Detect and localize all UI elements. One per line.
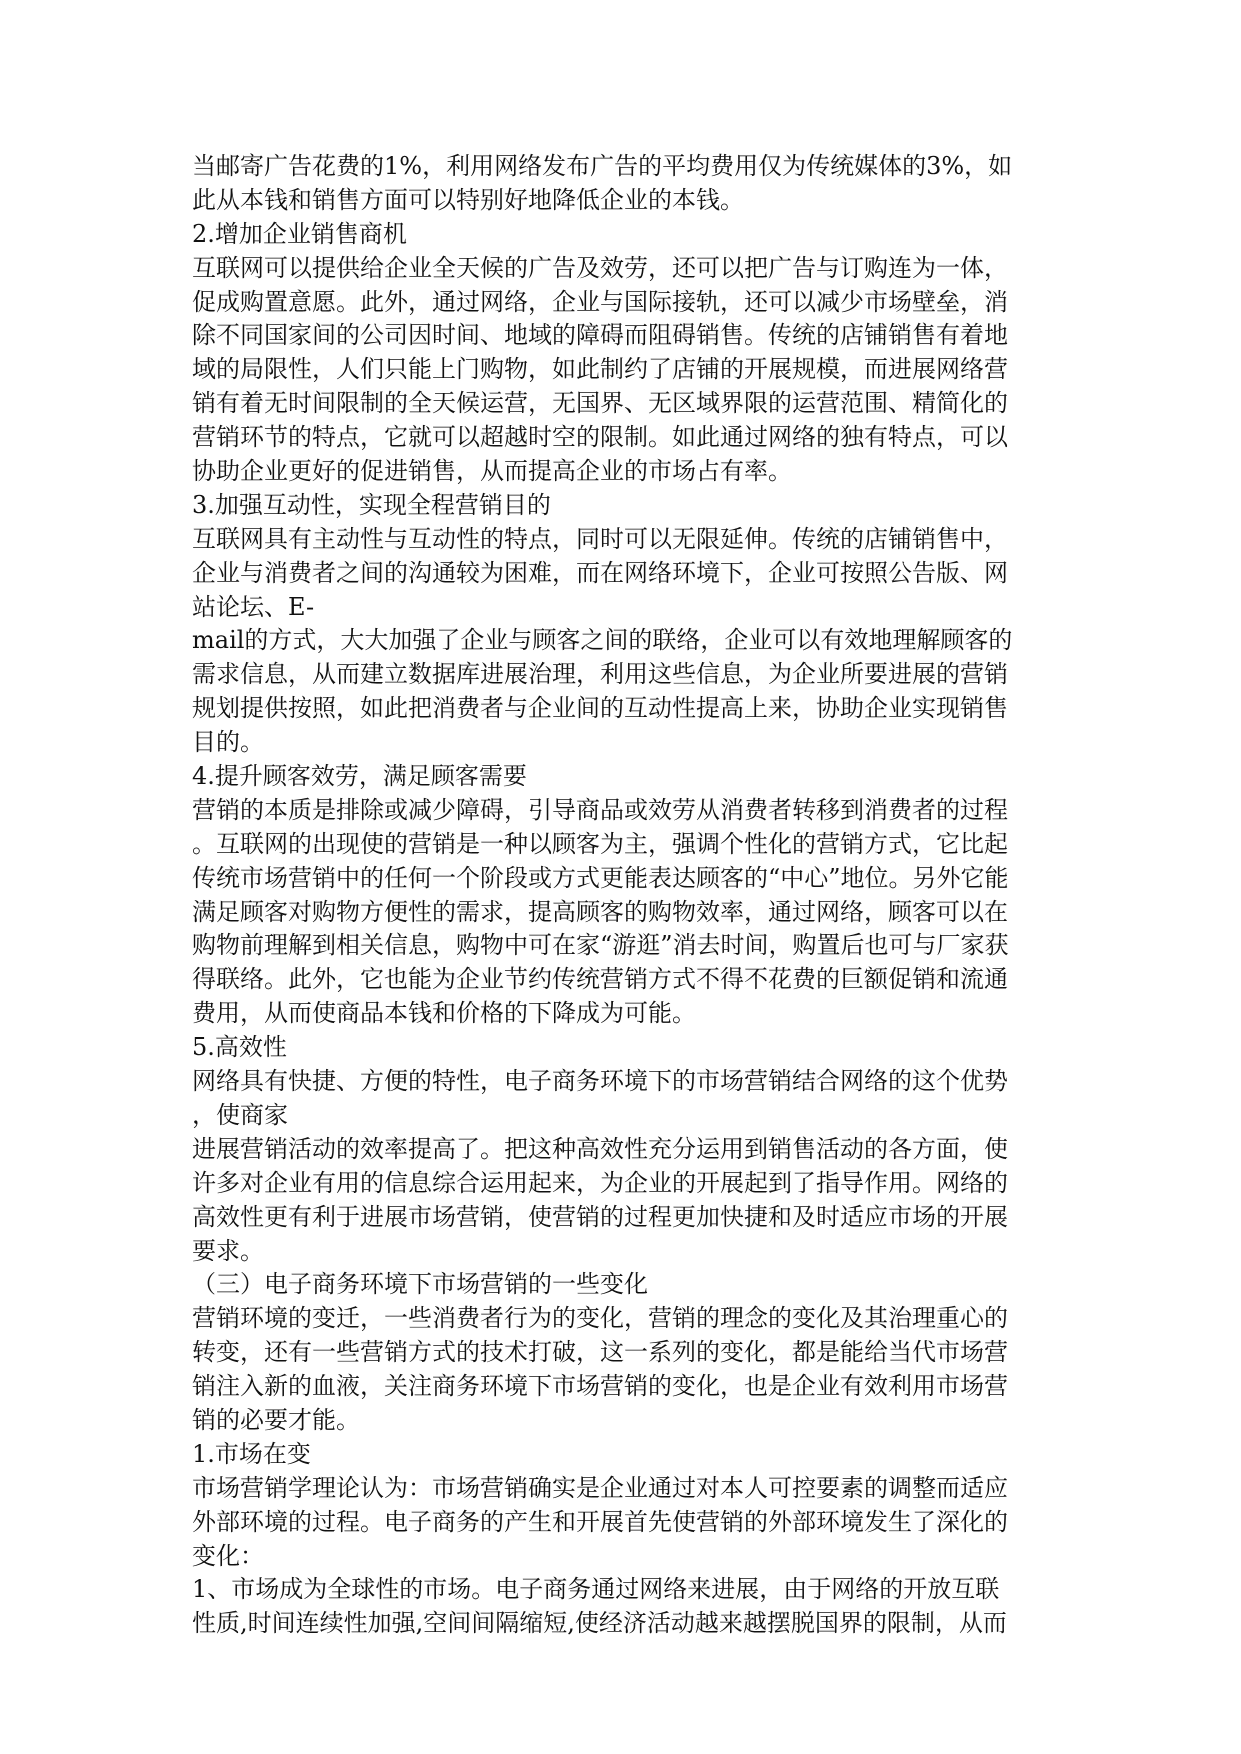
- section-heading: 2.增加企业销售商机: [192, 219, 407, 248]
- text-line: 此从本钱和销售方面可以特别好地降低企业的本钱。: [192, 185, 744, 214]
- text-line: 营销环节的特点，它就可以超越时空的限制。如此通过网络的独有特点，可以: [192, 423, 1008, 452]
- text-line: 变化：: [192, 1541, 264, 1570]
- text-line: 销的必要才能。: [192, 1405, 360, 1434]
- text-line: 许多对企业有用的信息综合运用起来，为企业的开展起到了指导作用。网络的: [192, 1168, 1008, 1197]
- text-line: 互联网具有主动性与互动性的特点，同时可以无限延伸。传统的店铺销售中，: [192, 524, 1008, 553]
- text-line: 营销环境的变迁，一些消费者行为的变化，营销的理念的变化及其治理重心的: [192, 1304, 1008, 1333]
- text-line: 1、市场成为全球性的市场。电子商务通过网络来进展，由于网络的开放互联: [192, 1575, 1000, 1604]
- text-line: 转变，还有一些营销方式的技术打破，这一系列的变化，都是能给当代市场营: [192, 1338, 1008, 1367]
- text-line: 域的局限性，人们只能上门购物，如此制约了店铺的开展规模，而进展网络营: [192, 355, 1008, 384]
- text-line: 满足顾客对购物方便性的需求，提高顾客的购物效率，通过网络，顾客可以在: [192, 897, 1008, 926]
- text-line: 进展营销活动的效率提高了。把这种高效性充分运用到销售活动的各方面，使: [192, 1134, 1008, 1163]
- text-line: 性质,时间连续性加强,空间间隔缩短,使经济活动越来越摆脱国界的限制，从而: [192, 1609, 1007, 1638]
- text-line: 传统市场营销中的任何一个阶段或方式更能表达顾客的“中心”地位。另外它能: [192, 863, 1009, 892]
- section-heading: 4.提升顾客效劳，满足顾客需要: [192, 762, 527, 791]
- text-line: 规划提供按照，如此把消费者与企业间的互动性提高上来，协助企业实现销售: [192, 694, 1008, 723]
- text-line: 站论坛、E-: [192, 592, 315, 621]
- text-line: 得联络。此外，它也能为企业节约传统营销方式不得不花费的巨额促销和流通: [192, 965, 1008, 994]
- text-line: 协助企业更好的促进销售，从而提高企业的市场占有率。: [192, 457, 792, 486]
- text-line: 销注入新的血液，关注商务环境下市场营销的变化，也是企业有效利用市场营: [192, 1372, 1008, 1401]
- text-line: 企业与消费者之间的沟通较为困难，而在网络环境下，企业可按照公告版、网: [192, 558, 1008, 587]
- section-heading: 3.加强互动性，实现全程营销目的: [192, 490, 551, 519]
- text-line: 销有着无时间限制的全天候运营，无国界、无区域界限的运营范围、精简化的: [192, 389, 1008, 418]
- text-line: 当邮寄广告花费的1%，利用网络发布广告的平均费用仅为传统媒体的3%，如: [192, 152, 1013, 180]
- text-line: 外部环境的过程。电子商务的产生和开展首先使营销的外部环境发生了深化的: [192, 1507, 1008, 1536]
- text-line: 网络具有快捷、方便的特性，电子商务环境下的市场营销结合网络的这个优势: [192, 1067, 1008, 1096]
- text-line: 除不同国家间的公司因时间、地域的障碍而阻碍销售。传统的店铺销售有着地: [192, 321, 1008, 350]
- text-line: 要求。: [192, 1236, 264, 1265]
- text-line: 目的。: [192, 728, 264, 757]
- text-line: 互联网可以提供给企业全天候的广告及效劳，还可以把广告与订购连为一体，: [192, 253, 1008, 282]
- text-line: 高效性更有利于进展市场营销，使营销的过程更加快捷和及时适应市场的开展: [192, 1202, 1008, 1231]
- section-heading: 5.高效性: [192, 1033, 287, 1062]
- text-line: 需求信息，从而建立数据库进展治理，利用这些信息，为企业所要进展的营销: [192, 660, 1008, 689]
- document-body: [192, 150, 1052, 1641]
- text-line: 购物前理解到相关信息，购物中可在家“游逛”消去时间，购置后也可与厂家获: [192, 931, 1009, 960]
- section-heading: 1.市场在变: [192, 1439, 311, 1468]
- text-line: 。互联网的出现使的营销是一种以顾客为主，强调个性化的营销方式，它比起: [192, 829, 1008, 858]
- section-heading: （三）电子商务环境下市场营销的一些变化: [192, 1270, 648, 1299]
- text-line: 促成购置意愿。此外，通过网络，企业与国际接轨，还可以减少市场壁垒，消: [192, 287, 1008, 316]
- text-line: mail的方式，大大加强了企业与顾客之间的联络，企业可以有效地理解顾客的: [192, 626, 1013, 655]
- text-line: 市场营销学理论认为：市场营销确实是企业通过对本人可控要素的调整而适应: [192, 1473, 1008, 1502]
- text-line: 费用，从而使商品本钱和价格的下降成为可能。: [192, 999, 696, 1028]
- text-line: ，使商家: [192, 1100, 288, 1129]
- text-line: 营销的本质是排除或减少障碍，引导商品或效劳从消费者转移到消费者的过程: [192, 795, 1008, 824]
